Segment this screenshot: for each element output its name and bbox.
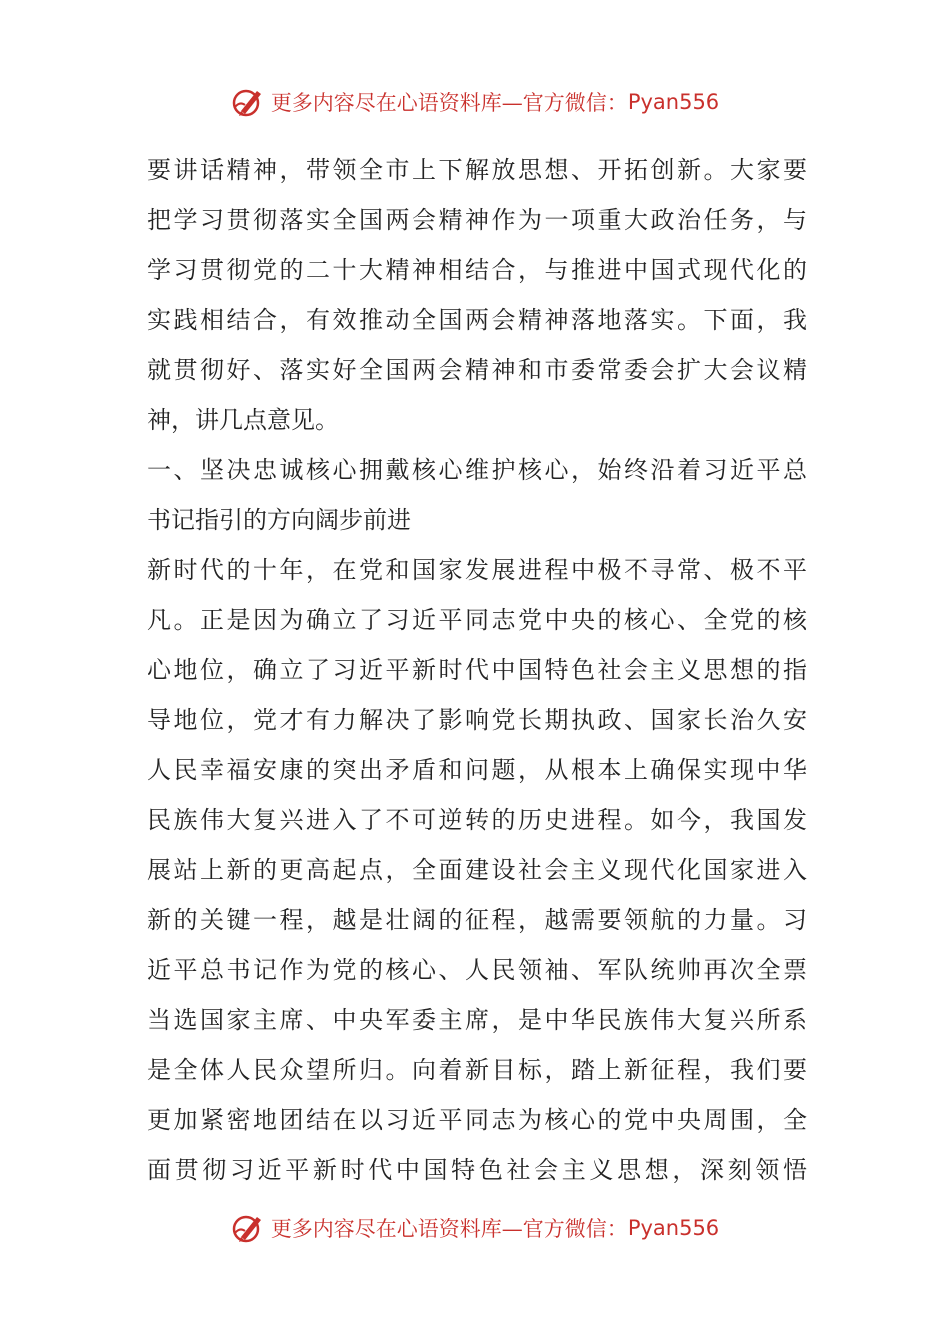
header-banner	[0, 80, 950, 124]
banner-wechat-id: Pyan556	[627, 1216, 720, 1240]
text-line: 面贯彻习近平新时代中国特色社会主义思想，深刻领悟	[147, 1156, 807, 1184]
text-line: 新时代的十年，在党和国家发展进程中极不寻常、极不平	[147, 556, 807, 584]
text-line: 心地位，确立了习近平新时代中国特色社会主义思想的指	[147, 656, 807, 684]
text-line: 当选国家主席、中央军委主席，是中华民族伟大复兴所系	[147, 1006, 807, 1034]
document-body	[147, 145, 807, 1195]
text-line: 神，讲几点意见。	[147, 406, 339, 434]
section-heading: 一、坚决忠诚核心拥戴核心维护核心，始终沿着习近平总	[147, 456, 807, 484]
text-line: 导地位，党才有力解决了影响党长期执政、国家长治久安	[147, 706, 807, 734]
pen-logo-icon	[231, 1211, 265, 1245]
text-line: 要讲话精神，带领全市上下解放思想、开拓创新。大家要	[147, 156, 807, 184]
section-heading: 书记指引的方向阔步前进	[147, 506, 411, 534]
banner-wechat-id: Pyan556	[627, 90, 720, 114]
text-line: 近平总书记作为党的核心、人民领袖、军队统帅再次全票	[147, 956, 807, 984]
text-line: 新的关键一程，越是壮阔的征程，越需要领航的力量。习	[147, 906, 807, 934]
text-line: 更加紧密地团结在以习近平同志为核心的党中央周围，全	[147, 1106, 807, 1134]
text-line: 是全体人民众望所归。向着新目标，踏上新征程，我们要	[147, 1056, 807, 1084]
text-line: 实践相结合，有效推动全国两会精神落地落实。下面，我	[147, 306, 807, 334]
text-line: 凡。正是因为确立了习近平同志党中央的核心、全党的核	[147, 606, 807, 634]
footer-banner	[0, 1206, 950, 1250]
text-line: 学习贯彻党的二十大精神相结合，与推进中国式现代化的	[147, 256, 807, 284]
text-line: 就贯彻好、落实好全国两会精神和市委常委会扩大会议精	[147, 356, 807, 384]
text-line: 展站上新的更高起点，全面建设社会主义现代化国家进入	[147, 856, 807, 884]
banner-text: 更多内容尽在心语资料库—官方微信：	[270, 91, 628, 115]
text-line: 民族伟大复兴进入了不可逆转的历史进程。如今，我国发	[147, 806, 807, 834]
text-line: 人民幸福安康的突出矛盾和问题，从根本上确保实现中华	[147, 756, 807, 784]
pen-logo-icon	[231, 85, 265, 119]
text-line: 把学习贯彻落实全国两会精神作为一项重大政治任务，与	[147, 206, 807, 234]
banner-text: 更多内容尽在心语资料库—官方微信：	[270, 1217, 628, 1241]
